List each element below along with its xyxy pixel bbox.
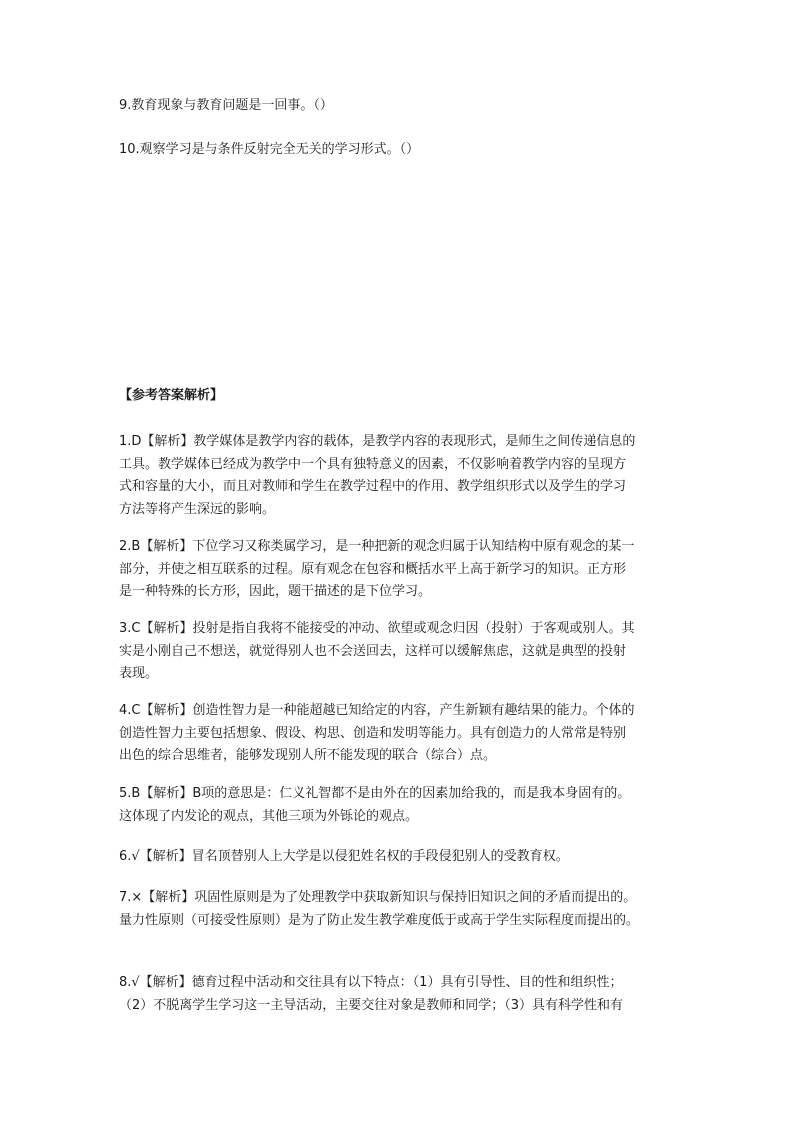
answer-line: 量力性原则（可接受性原则）是为了防止发生教学难度低于或高于学生实际程度而提出的。	[119, 912, 640, 928]
answer-line: 表现。	[119, 666, 159, 681]
answer-line: 实是小刚自己不想送，就觉得别人也不会送回去，这样可以缓解焦虑，这就是典型的投射	[119, 643, 627, 659]
question-9: 9.教育现象与教育问题是一回事。（）	[119, 98, 333, 113]
answer-line: 方法等将产生深远的影响。	[119, 501, 276, 517]
answer-6	[119, 846, 679, 869]
answer-line: 3.C【解析】投射是指自我将不能接受的冲动、欲望或观念归因（投射）于客观或别人。其	[119, 621, 635, 636]
answer-line: 式和容量的大小，而且对教师和学生在教学过程中的作用、教学组织形式以及学生的学习	[119, 479, 627, 494]
answer-line: （2）不脱离学生学习这一主导活动，主要交往对象是教师和同学；（3）具有科学性和有	[119, 997, 624, 1013]
answer-line: 4.C【解析】创造性智力是一种能超越已知给定的内容，产生新颖有趣结果的能力。个体的	[119, 703, 635, 718]
answer-line: 是一种特殊的长方形，因此，题干描述的是下位学习。	[119, 584, 432, 599]
answer-line: 1.D【解析】教学媒体是教学内容的载体，是教学内容的表现形式，是师生之间传递信息的	[119, 434, 636, 449]
answer-line: 6.√【解析】冒名顶替别人上大学是以侵犯姓名权的手段侵犯别人的受教育权。	[119, 849, 569, 864]
answer-3	[119, 618, 679, 686]
answer-line: 2.B【解析】下位学习又称类属学习，是一种把新的观念归属于认知结构中原有观念的某一	[119, 539, 635, 554]
answer-line: 创造性智力主要包括想象、假设、构思、创造和发明等能力。具有创造力的人常常是特别	[119, 725, 627, 741]
answer-line: 部分，并使之相互联系的过程。原有观念在包容和概括水平上高于新学习的知识。正方形	[119, 561, 627, 577]
answer-4	[119, 700, 679, 768]
answer-1	[119, 431, 679, 521]
answer-8	[119, 972, 679, 1017]
answer-7	[119, 887, 679, 932]
answer-line: 7.×【解析】巩固性原则是为了处理教学中获取新知识与保持旧知识之间的矛盾而提出的。	[119, 890, 637, 905]
answer-line: 出色的综合思维者，能够发现别人所不能发现的联合（综合）点。	[119, 748, 497, 763]
answer-5	[119, 783, 679, 828]
answer-line: 这体现了内发论的观点，其他三项为外铄论的观点。	[119, 808, 419, 824]
answer-line: 5.B【解析】B项的意思是：仁义礼智都不是由外在的因素加给我的，而是我本身固有的。	[119, 786, 631, 801]
answer-heading: 【参考答案解析】	[119, 388, 224, 403]
answer-line: 8.√【解析】德育过程中活动和交往具有以下特点：（1）具有引导性、目的性和组织性；	[119, 975, 623, 990]
answer-2	[119, 536, 679, 604]
question-10: 10.观察学习是与条件反射完全无关的学习形式。（）	[119, 142, 420, 157]
answer-line: 工具。教学媒体已经成为教学中一个具有独特意义的因素，不仅影响着教学内容的呈现方	[119, 456, 627, 472]
